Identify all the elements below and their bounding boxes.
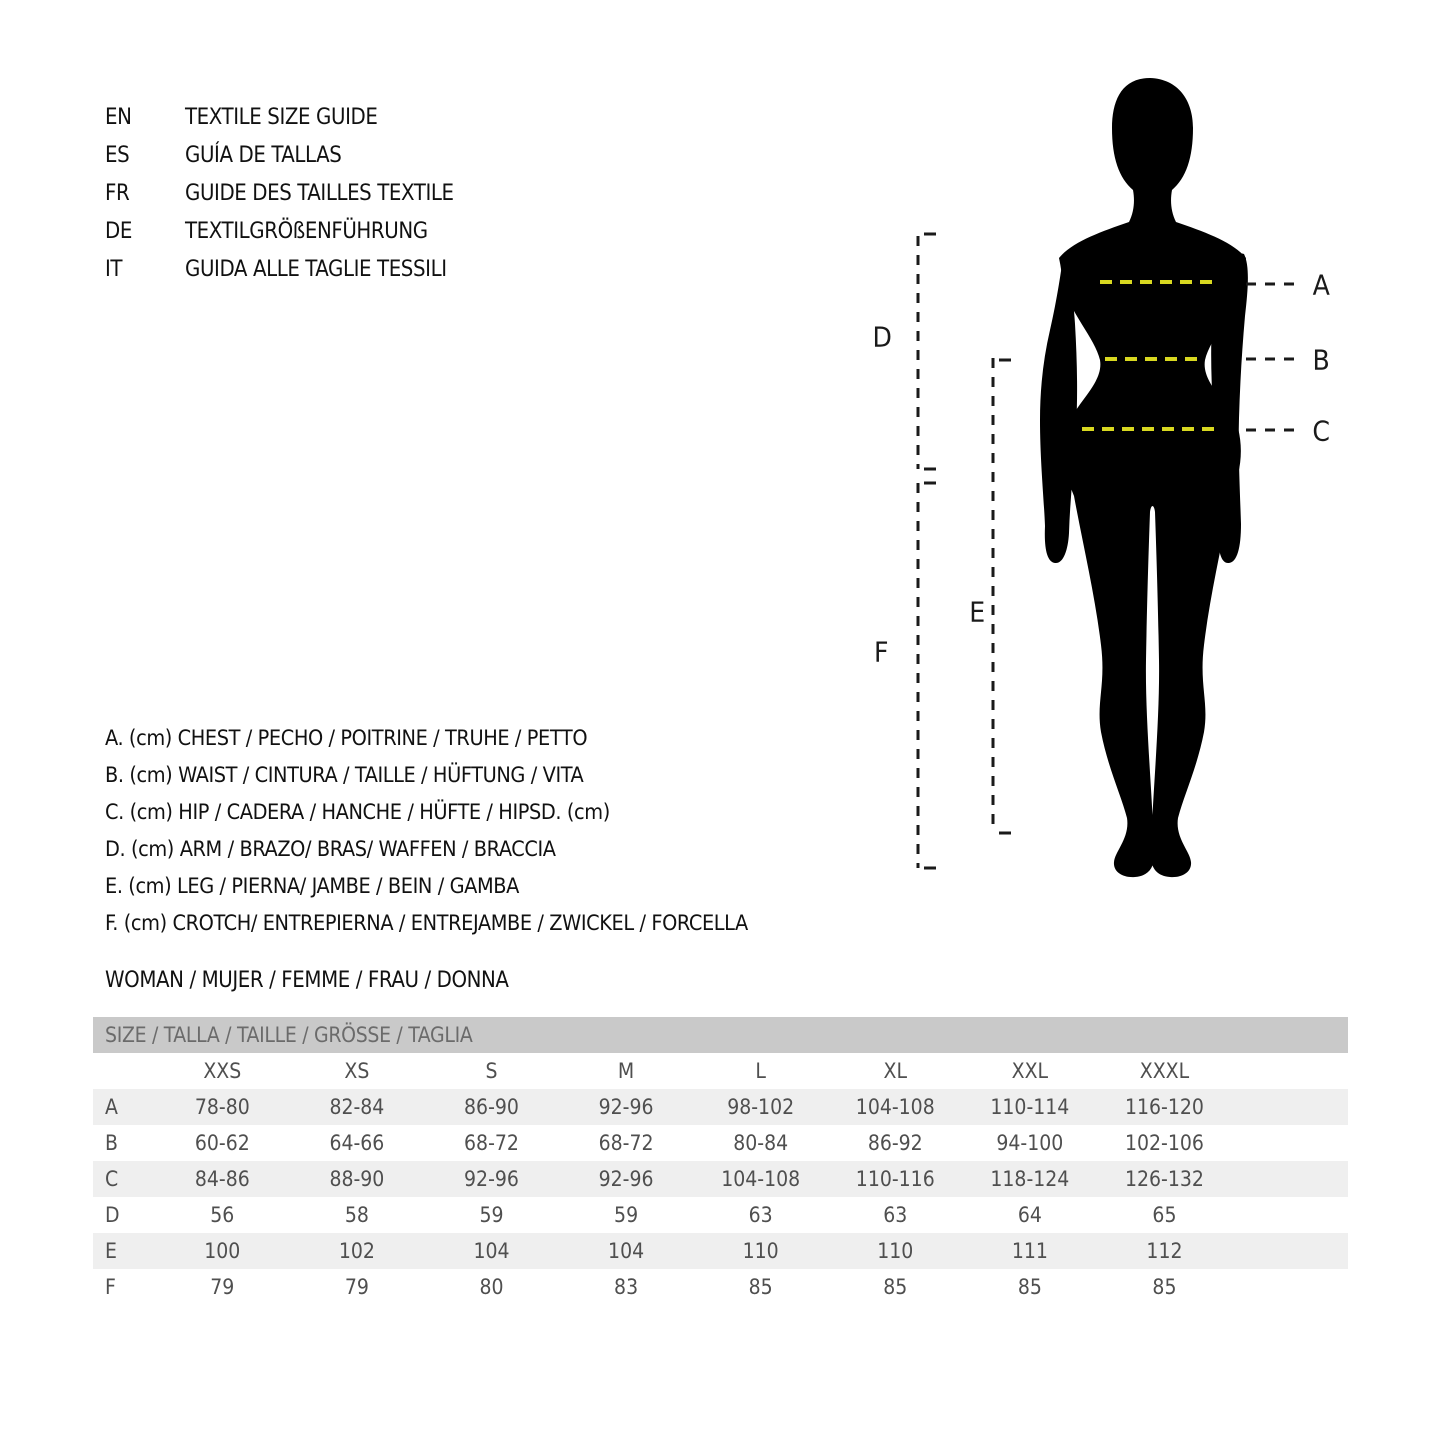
language-row-en	[105, 98, 454, 136]
guide-title: TEXTILE SIZE GUIDE	[185, 104, 378, 130]
row-label: A	[105, 1095, 118, 1119]
size-col-header: XXL	[1011, 1059, 1049, 1083]
size-cell: 85	[748, 1275, 773, 1299]
size-cell: 88-90	[329, 1167, 385, 1191]
guide-title: GUÍA DE TALLAS	[185, 142, 342, 168]
size-cell: 104	[608, 1239, 645, 1263]
size-cell: 63	[748, 1203, 773, 1227]
size-cell: 86-90	[464, 1095, 519, 1119]
size-cell: 65	[1152, 1203, 1177, 1227]
row-label: D	[105, 1203, 120, 1227]
legend-crotch: F. (cm) CROTCH/ ENTREPIERNA / ENTREJAMBE / ZWICKEL / FORCELLA	[105, 911, 748, 936]
size-cell: 80	[479, 1275, 504, 1299]
size-cell: 79	[210, 1275, 235, 1299]
size-cell: 86-92	[867, 1131, 923, 1155]
size-cell: 104	[473, 1239, 510, 1263]
size-table-column-headers	[93, 1053, 1348, 1089]
table-row-leg	[93, 1233, 1348, 1269]
language-row-de	[105, 212, 454, 250]
guide-title: TEXTILGRÖßENFÜHRUNG	[185, 218, 428, 244]
size-cell: 59	[479, 1203, 504, 1227]
size-cell: 118-124	[990, 1167, 1070, 1191]
language-row-it	[105, 250, 454, 288]
size-table-rows	[93, 1089, 1348, 1305]
language-row-fr	[105, 174, 454, 212]
label-waist-b: B	[1312, 343, 1330, 377]
label-chest-a: A	[1312, 268, 1330, 302]
table-row-hip	[93, 1161, 1348, 1197]
guide-title: GUIDE DES TAILLES TEXTILE	[185, 180, 454, 206]
size-cell: 112	[1146, 1239, 1183, 1263]
size-cell: 68-72	[598, 1131, 654, 1155]
label-hip-c: C	[1312, 414, 1330, 448]
size-cell: 110	[877, 1239, 914, 1263]
size-cell: 85	[883, 1275, 908, 1299]
size-cell: 92-96	[464, 1167, 519, 1191]
size-cell: 78-80	[194, 1095, 250, 1119]
label-leg-e: E	[969, 595, 985, 629]
size-cell: 100	[204, 1239, 241, 1263]
language-code: IT	[105, 256, 123, 282]
size-col-header: S	[485, 1059, 498, 1083]
size-table	[93, 1017, 1348, 1305]
size-cell: 102-106	[1124, 1131, 1204, 1155]
guide-title: GUIDA ALLE TAGLIE TESSILI	[185, 256, 447, 282]
size-cell: 68-72	[464, 1131, 519, 1155]
size-cell: 63	[883, 1203, 908, 1227]
language-code: ES	[105, 142, 130, 168]
woman-silhouette-left-arm	[1040, 256, 1077, 563]
size-table-title: SIZE / TALLA / TAILLE / GRÖSSE / TAGLIA	[93, 1017, 1348, 1053]
size-cell: 126-132	[1124, 1167, 1204, 1191]
table-row-arm	[93, 1197, 1348, 1233]
size-cell: 59	[614, 1203, 639, 1227]
legend-waist: B. (cm) WAIST / CINTURA / TAILLE / HÜFTUNG / VITA	[105, 763, 584, 788]
language-code: EN	[105, 104, 132, 130]
row-label: F	[105, 1275, 116, 1299]
size-cell: 80-84	[733, 1131, 789, 1155]
audience-line: WOMAN / MUJER / FEMME / FRAU / DONNA	[105, 968, 509, 993]
size-cell: 104-108	[721, 1167, 801, 1191]
language-row-es	[105, 136, 454, 174]
size-col-header: XXS	[203, 1059, 242, 1083]
size-cell: 85	[1152, 1275, 1177, 1299]
size-col-header: M	[617, 1059, 635, 1083]
size-cell: 84-86	[194, 1167, 250, 1191]
size-col-header: XXXL	[1139, 1059, 1190, 1083]
table-row-chest	[93, 1089, 1348, 1125]
size-cell: 110-114	[990, 1095, 1070, 1119]
size-cell: 110	[742, 1239, 779, 1263]
language-code: DE	[105, 218, 132, 244]
size-cell: 64-66	[329, 1131, 385, 1155]
size-cell: 110-116	[855, 1167, 935, 1191]
size-col-header: XL	[883, 1059, 907, 1083]
size-cell: 98-102	[727, 1095, 795, 1119]
size-cell: 79	[344, 1275, 369, 1299]
table-row-waist	[93, 1125, 1348, 1161]
size-cell: 92-96	[598, 1095, 654, 1119]
legend-arm: D. (cm) ARM / BRAZO/ BRAS/ WAFFEN / BRACCIA	[105, 837, 556, 862]
size-cell: 104-108	[855, 1095, 935, 1119]
language-title-block	[105, 98, 454, 288]
size-cell: 56	[210, 1203, 235, 1227]
size-cell: 58	[344, 1203, 369, 1227]
size-cell: 64	[1017, 1203, 1042, 1227]
size-cell: 85	[1017, 1275, 1042, 1299]
legend-chest: A. (cm) CHEST / PECHO / POITRINE / TRUHE / PETTO	[105, 726, 588, 751]
legend-hip: C. (cm) HIP / CADERA / HANCHE / HÜFTE / HIPSD. (cm)	[105, 800, 610, 825]
size-cell: 94-100	[996, 1131, 1064, 1155]
legend-leg: E. (cm) LEG / PIERNA/ JAMBE / BEIN / GAMBA	[105, 874, 519, 899]
size-cell: 111	[1011, 1239, 1048, 1263]
size-cell: 60-62	[194, 1131, 250, 1155]
size-cell: 83	[614, 1275, 639, 1299]
size-col-header: XS	[344, 1059, 370, 1083]
size-col-header: L	[755, 1059, 766, 1083]
size-cell: 102	[338, 1239, 375, 1263]
size-cell: 82-84	[329, 1095, 385, 1119]
woman-measurement-diagram	[850, 60, 1445, 930]
size-cell: 116-120	[1124, 1095, 1204, 1119]
label-crotch-f: F	[873, 635, 889, 669]
label-arm-d: D	[872, 320, 892, 354]
row-label: B	[105, 1131, 118, 1155]
table-row-crotch	[93, 1269, 1348, 1305]
measurement-legend	[105, 720, 748, 942]
language-code: FR	[105, 180, 130, 206]
row-label: E	[105, 1239, 117, 1263]
size-cell: 92-96	[598, 1167, 654, 1191]
row-label: C	[105, 1167, 119, 1191]
